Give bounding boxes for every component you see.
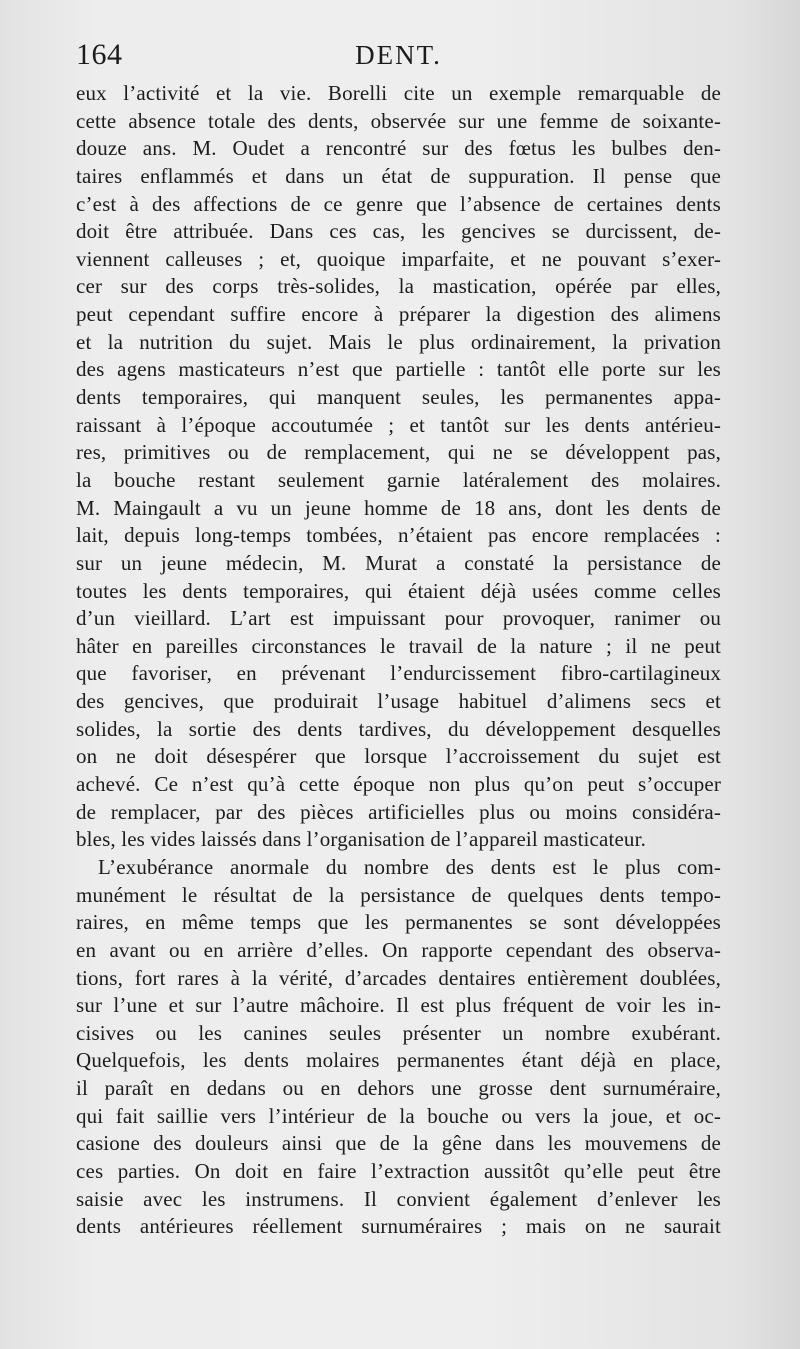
text-line: casione des douleurs ainsi que de la gêne dans les mouvemens de xyxy=(76,1131,721,1156)
text-line: des gencives, que produirait l’usage habituel d’alimens secs et xyxy=(76,689,721,714)
paragraph xyxy=(76,80,721,854)
text-line: achevé. Ce n’est qu’à cette époque non plus qu’on peut s’occuper xyxy=(76,772,721,797)
text-line: Quelquefois, les dents molaires permanentes étant déjà en place, xyxy=(76,1048,721,1073)
text-line: doit être attribuée. Dans ces cas, les gencives se durcissent, de- xyxy=(76,219,721,244)
text-line: sur l’une et sur l’autre mâchoire. Il est plus fréquent de voir les in- xyxy=(76,993,721,1018)
text-line: bles, les vides laissés dans l’organisation de l’appareil masticateur. xyxy=(76,827,646,852)
text-line: cette absence totale des dents, observée sur une femme de soixante- xyxy=(76,108,721,133)
running-head xyxy=(76,38,721,78)
text-line: peut cependant suffire encore à préparer la digestion des alimens xyxy=(76,302,721,327)
text-line: qui fait saillie vers l’intérieur de la bouche ou vers la joue, et oc- xyxy=(76,1103,721,1128)
text-line: taires enflammés et dans un état de suppuration. Il pense que xyxy=(76,163,721,188)
text-line: d’un vieillard. L’art est impuissant pour provoquer, ranimer ou xyxy=(76,606,721,631)
text-line: raires, en même temps que les permanentes se sont développées xyxy=(76,910,721,935)
text-line: on ne doit désespérer que lorsque l’accroissement du sujet est xyxy=(76,744,721,769)
text-line: sur un jeune médecin, M. Murat a constaté la persistance de xyxy=(76,550,721,575)
text-line: dents temporaires, qui manquent seules, les permanentes appa- xyxy=(76,385,721,410)
text-line: L’exubérance anormale du nombre des dents est le plus com- xyxy=(98,854,721,879)
text-line: de remplacer, par des pièces artificielles plus ou moins considéra- xyxy=(76,799,721,824)
text-line: res, primitives ou de remplacement, qui ne se développent pas, xyxy=(76,440,721,465)
text-line: cer sur des corps très-solides, la mastication, opérée par elles, xyxy=(76,274,721,299)
text-line: cisives ou les canines seules présenter un nombre exubérant. xyxy=(76,1020,721,1045)
text-line: il paraît en dedans ou en dehors une grosse dent surnuméraire, xyxy=(76,1076,721,1101)
text-line: solides, la sortie des dents tardives, du développement desquelles xyxy=(76,716,721,741)
paragraph xyxy=(76,854,721,1241)
text-line: ces parties. On doit en faire l’extraction aussitôt qu’elle peut être xyxy=(76,1158,721,1183)
running-title: DENT. xyxy=(355,40,442,70)
page-number: 164 xyxy=(76,38,123,71)
text-line: et la nutrition du sujet. Mais le plus ordinairement, la privation xyxy=(76,329,721,354)
body-text xyxy=(76,80,721,1241)
text-line: en avant ou en arrière d’elles. On rapporte cependant des observa- xyxy=(76,937,721,962)
text-line: eux l’activité et la vie. Borelli cite un exemple remarquable de xyxy=(76,81,721,105)
text-line: tions, fort rares à la vérité, d’arcades dentaires entièrement doublées, xyxy=(76,965,721,990)
text-line: dents antérieures réellement surnuméraires ; mais on ne saurait xyxy=(76,1214,721,1239)
text-line: raissant à l’époque accoutumée ; et tantôt sur les dents antérieu- xyxy=(76,412,721,437)
text-line: viennent calleuses ; et, quoique imparfaite, et ne pouvant s’exer- xyxy=(76,246,721,271)
text-line: c’est à des affections de ce genre que l’absence de certaines dents xyxy=(76,191,721,216)
text-line: la bouche restant seulement garnie latéralement des molaires. xyxy=(76,467,721,492)
text-line: que favoriser, en prévenant l’endurcissement fibro-cartilagineux xyxy=(76,661,721,686)
text-line: saisie avec les instrumens. Il convient également d’enlever les xyxy=(76,1186,721,1211)
text-line: munément le résultat de la persistance de quelques dents tempo- xyxy=(76,882,721,907)
text-line: toutes les dents temporaires, qui étaient déjà usées comme celles xyxy=(76,578,721,603)
text-line: lait, depuis long-temps tombées, n’étaient pas encore remplacées : xyxy=(76,523,721,548)
text-line: hâter en pareilles circonstances le travail de la nature ; il ne peut xyxy=(76,633,721,658)
text-line: M. Maingault a vu un jeune homme de 18 ans, dont les dents de xyxy=(76,495,721,520)
text-line: des agens masticateurs n’est que partielle : tantôt elle porte sur les xyxy=(76,357,721,382)
text-line: douze ans. M. Oudet a rencontré sur des fœtus les bulbes den- xyxy=(76,136,721,161)
